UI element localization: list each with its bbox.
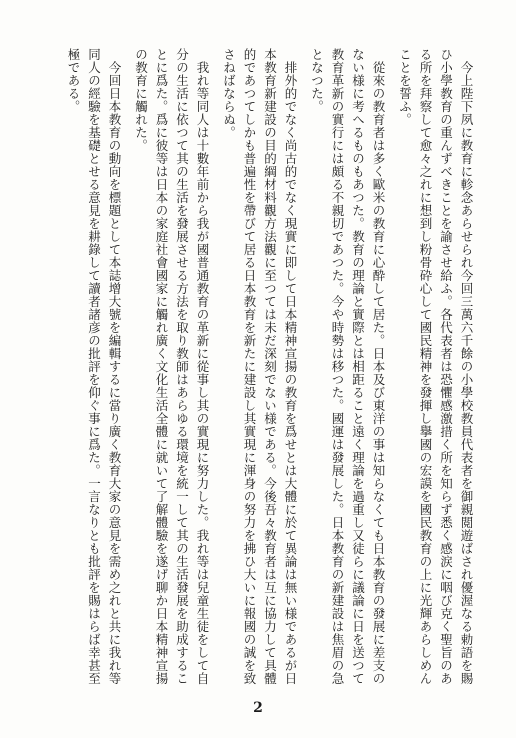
paragraph-3: 排外的でなく尚古的でなく現實に即して日本精神宣揚の教育を爲せとは大體に於て異論は無い様であるが日本教育新建設の目的綱材料觀方法觀に至つては未だ深刻でない様である。今後吾々教育者は互に協力して具體的であつてしかも普遍性を帶びて居る日本教育を新たに建設し其實現に渾身の努力を拂ひ大いに報國の誠を致さねばならぬ。 xyxy=(221,48,298,685)
paragraph-5: 今回日本教育の動向を標題として本誌增大號を編輯するに當り廣く教育大家の意見を需め之れと共に我れ等同人の經驗を基礎とせる意見を耕錄して讀者諸彦の批評を仰ぐ事に爲た。一言なりとも批評を賜はらば幸甚至極である。 xyxy=(66,48,122,685)
page-number: 2 xyxy=(253,700,263,716)
paragraph-4: 我れ等同人は十數年前から我が國普通教育の革新に從事し其の實現に努力した。我れ等は兒童生徒をして自分の生活に依つて其の生活を發展させる方法を取り教師はあらゆる環境を統一して其の生活發展を助成することに爲た。爲に彼等は日本の家庭社會國家に觸れ廣く文化生活全體に就いて了解體驗を遂げ聊か日本精神宣揚の教育に觸れた。 xyxy=(133,48,210,685)
paragraph-2: 從來の教育者は多く歐米の教育に心酔して居た。日本及び東洋の事は知らなくても日本教育の發展に差支のない様に考へるものもあつた。教育の理論と實際とは相距ること遠く理論を過重し又徒らに議論に日を送つて教育革新の實行には頗る不親切であつた。今や時勢は移つた。國運は發展した。日本教育の新建設は焦眉の急となつた。 xyxy=(309,48,386,685)
body-text xyxy=(36,48,476,688)
paragraph-1: 今上陛下夙に教育に軫念あらせられ今回三萬六千餘の小學校教員代表者を御親閲遊ばされ優渥なる勅語を賜ひ小學教育の重んずべきことを諭させ給ふ。各代表者は恐懼感激措く所を知らず悉く感涙に咽び克く聖旨のある所を拜察して愈々之れに想到し粉骨砕心して國民精神を發揮し擧國の宏謨を國民教育の上に光輝あらしめんことを誓ふ。 xyxy=(397,48,474,685)
